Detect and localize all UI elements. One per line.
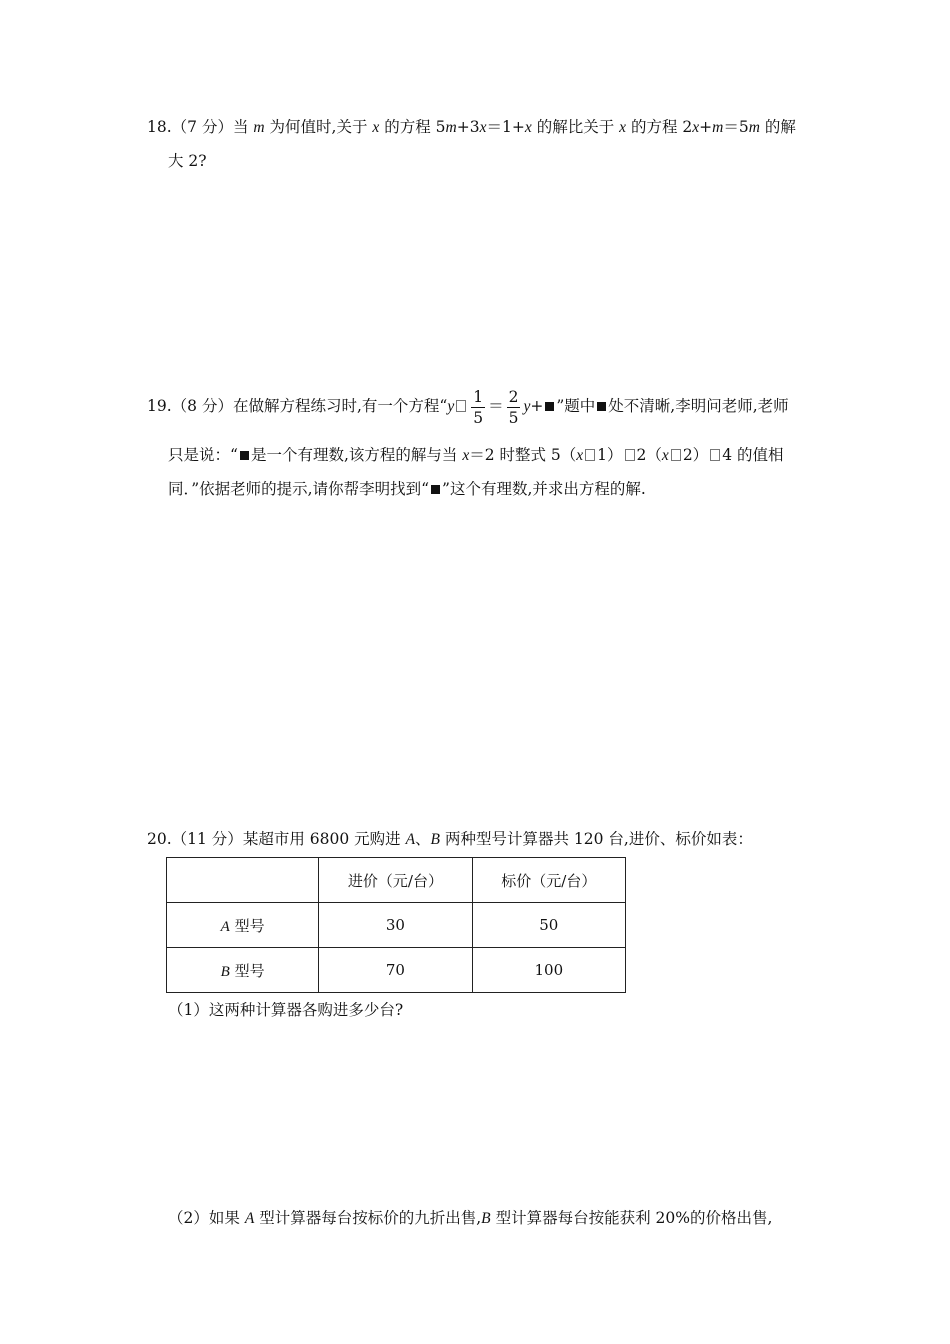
question-number: 18. bbox=[147, 118, 172, 136]
unclear-glyph-box bbox=[456, 400, 466, 412]
blot-square-icon bbox=[597, 402, 606, 411]
fraction-one-fifth: $\frac{1}{5}$ bbox=[473, 387, 484, 427]
question-19-line-2: 只是说：“ 是一个有理数,该方程的解与当 x＝2 时整式 5（x 1） 2（x 2） 4 的值相 bbox=[168, 446, 784, 464]
question-points: （8 分） bbox=[171, 397, 233, 415]
blot-square-icon bbox=[545, 402, 554, 411]
question-18-line-1: 18.（7 分）当 m 为何值时,关于 x 的方程 5m+3x＝1+x 的解比关于 x 的方程 2x+m＝5m 的解 bbox=[147, 118, 796, 136]
question-points: （7 分） bbox=[171, 118, 233, 136]
table-cell-model: A 型号 bbox=[167, 903, 319, 948]
table-cell-price: 100 bbox=[472, 948, 625, 993]
question-20-sub-2: （2）如果 A 型计算器每台按标价的九折出售,B 型计算器每台按能获利 20%的价格出售, bbox=[168, 1209, 773, 1227]
table-row bbox=[167, 903, 626, 948]
table-header-row bbox=[167, 858, 626, 903]
table-header-cell: 进价（元/台） bbox=[319, 858, 472, 903]
question-20-sub-1: （1）这两种计算器各购进多少台? bbox=[168, 1001, 404, 1019]
question-number: 20. bbox=[147, 830, 172, 848]
question-20-line-1: 20.（11 分）某超市用 6800 元购进 A、B 两种型号计算器共 120 台,进价、标价如表： bbox=[147, 830, 753, 848]
table-cell-model: B 型号 bbox=[167, 948, 319, 993]
blot-square-icon bbox=[240, 451, 249, 460]
table-cell-price: 50 bbox=[472, 903, 625, 948]
price-table bbox=[166, 857, 626, 993]
fraction-two-fifths: $\frac{2}{5}$ bbox=[508, 387, 519, 427]
question-number: 19. bbox=[147, 397, 172, 415]
question-19-line-1: 19.（8 分）在做解方程练习时,有一个方程“y $\frac{1}{5}$ ＝ $\frac{2}{5}$ y+ ”题中 处不清晰,李明问老师,老师 bbox=[147, 387, 789, 427]
table-header-cell bbox=[167, 858, 319, 903]
table-cell-cost: 70 bbox=[319, 948, 472, 993]
question-points: （11 分） bbox=[171, 830, 243, 848]
blot-square-icon bbox=[431, 485, 440, 494]
question-19-line-3: 同．”依据老师的提示,请你帮李明找到“ ”这个有理数,并求出方程的解. bbox=[168, 480, 646, 498]
question-18-line-2: 大 2? bbox=[168, 152, 207, 170]
unclear-glyph-box bbox=[671, 449, 681, 461]
table-cell-cost: 30 bbox=[319, 903, 472, 948]
table-header-cell: 标价（元/台） bbox=[472, 858, 625, 903]
table-row bbox=[167, 948, 626, 993]
unclear-glyph-box bbox=[625, 449, 635, 461]
unclear-glyph-box bbox=[585, 449, 595, 461]
unclear-glyph-box bbox=[710, 449, 720, 461]
